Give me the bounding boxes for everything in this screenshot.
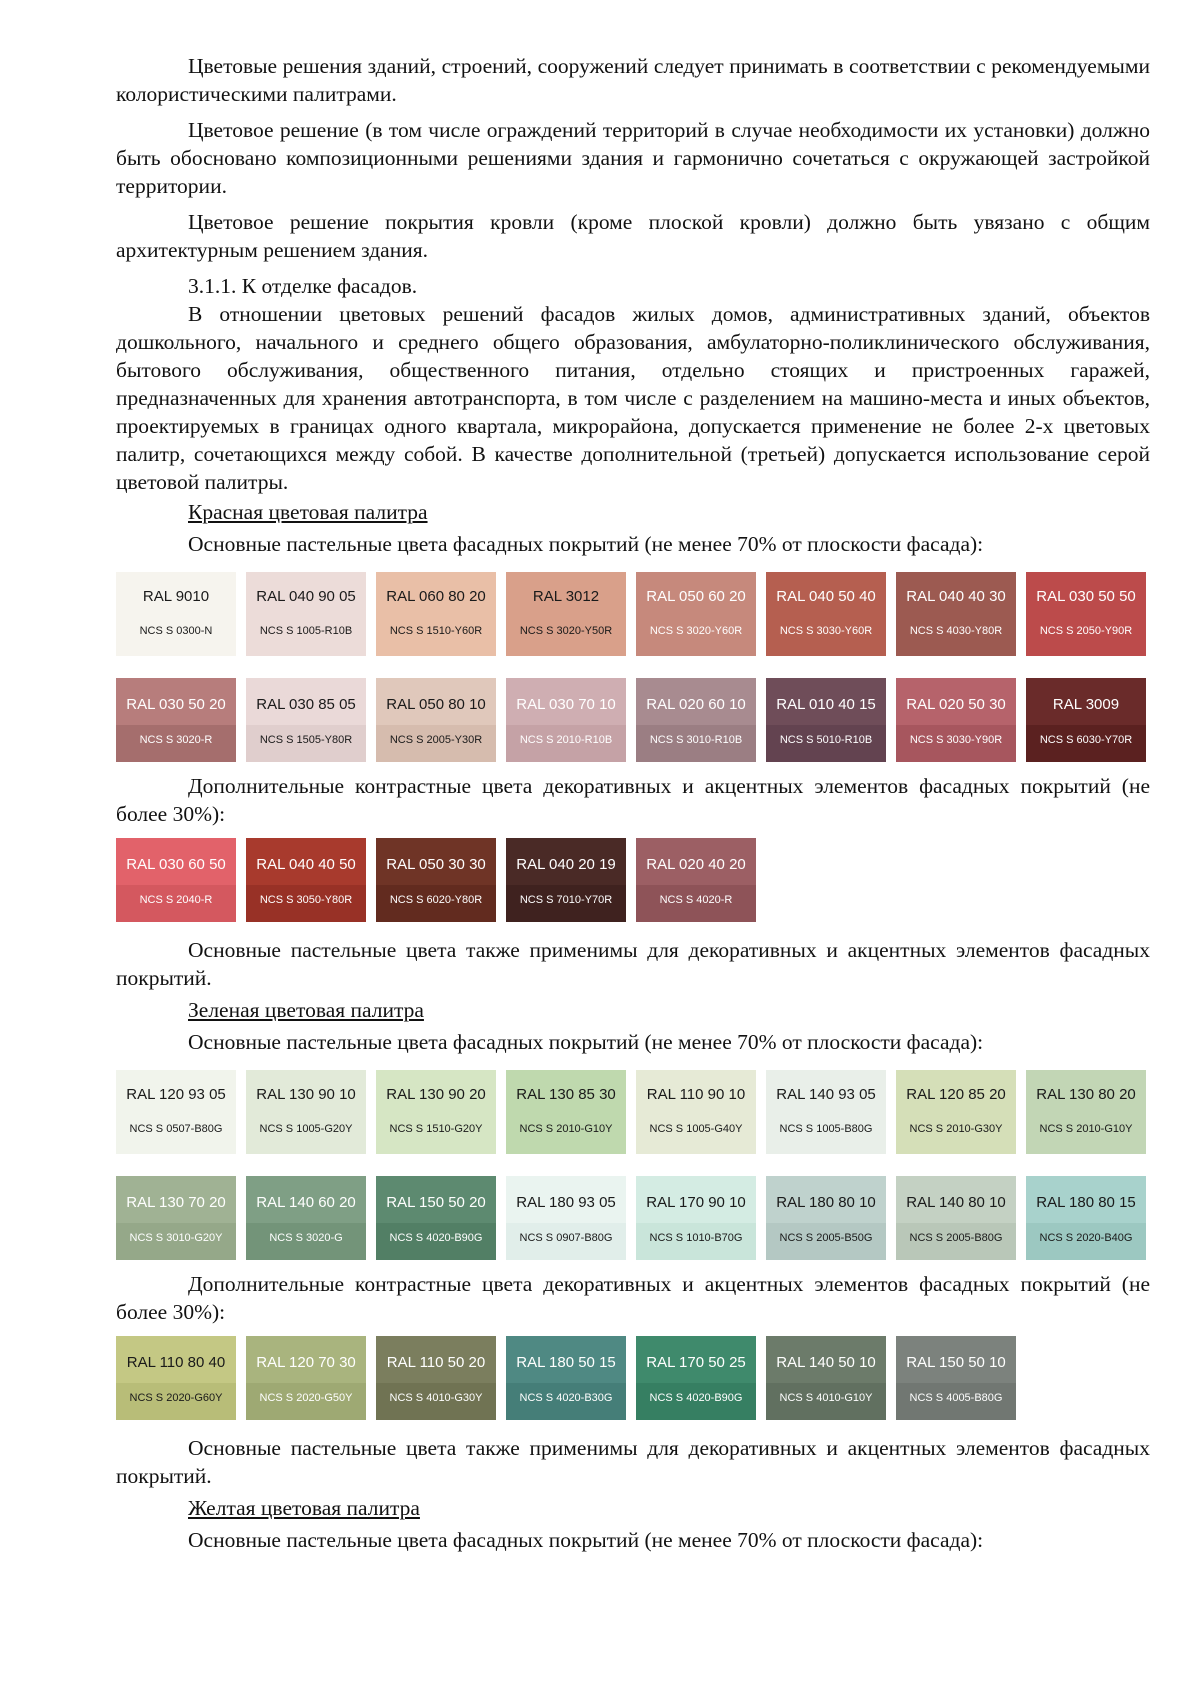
ncs-code: NCS S 4030-Y80R (909, 625, 1003, 637)
ral-code: RAL 030 50 50 (1036, 588, 1136, 605)
ncs-code: NCS S 2020-B40G (1039, 1232, 1133, 1244)
ral-code: RAL 040 90 05 (256, 588, 356, 605)
ncs-code: NCS S 2010-G10Y (1039, 1123, 1133, 1135)
color-swatch (1026, 572, 1146, 656)
color-swatch (116, 678, 236, 762)
color-swatch (1026, 678, 1146, 762)
color-swatch (246, 572, 366, 656)
ral-code: RAL 130 90 10 (256, 1086, 356, 1103)
ncs-code: NCS S 4020-B90G (389, 1232, 483, 1244)
ncs-code: NCS S 1005-R10B (259, 625, 353, 637)
ral-code: RAL 3012 (532, 588, 600, 605)
ral-code: RAL 040 20 19 (516, 856, 616, 873)
color-swatch (246, 1176, 366, 1260)
color-swatch (766, 1070, 886, 1154)
ncs-code: NCS S 3010-R10B (649, 734, 743, 746)
color-swatch (116, 572, 236, 656)
ncs-code: NCS S 1505-Y80R (259, 734, 353, 746)
green-note: Основные пастельные цвета также применимы для декоративных и акцентных элементов фасадных покрытий. (116, 1436, 1150, 1488)
ncs-code: NCS S 2005-B50G (779, 1232, 873, 1244)
ncs-code: NCS S 2050-Y90R (1039, 625, 1133, 637)
color-swatch (506, 572, 626, 656)
section-heading-facades: 3.1.1. К отделке фасадов. (188, 274, 418, 298)
ral-code: RAL 180 93 05 (516, 1194, 616, 1211)
ncs-code: NCS S 0507-B80G (129, 1123, 223, 1135)
ncs-code: NCS S 4010-G30Y (389, 1392, 483, 1404)
color-swatch (376, 1176, 496, 1260)
ral-code: RAL 020 60 10 (646, 696, 746, 713)
color-swatch (766, 1336, 886, 1420)
ncs-code: NCS S 4010-G10Y (779, 1392, 873, 1404)
ncs-code: NCS S 6020-Y80R (389, 894, 483, 906)
ncs-code: NCS S 4020-B30G (519, 1392, 613, 1404)
ral-code: RAL 050 80 10 (386, 696, 486, 713)
color-swatch (636, 678, 756, 762)
red-palette-title: Красная цветовая палитра (188, 500, 428, 524)
ral-code: RAL 140 60 20 (256, 1194, 356, 1211)
ral-code: RAL 180 80 15 (1036, 1194, 1136, 1211)
color-swatch (246, 1336, 366, 1420)
color-swatch (376, 678, 496, 762)
ncs-code: NCS S 3020-R (139, 734, 213, 746)
ral-code: RAL 120 93 05 (126, 1086, 226, 1103)
ral-code: RAL 110 90 10 (646, 1086, 746, 1103)
color-swatch (506, 1336, 626, 1420)
color-swatch (246, 678, 366, 762)
ral-code: RAL 180 80 10 (776, 1194, 876, 1211)
color-swatch (1026, 1070, 1146, 1154)
green-accent-row (116, 1336, 1150, 1420)
ncs-code: NCS S 2010-R10B (519, 734, 613, 746)
ncs-code: NCS S 2005-B80G (909, 1232, 1003, 1244)
ral-code: RAL 020 50 30 (906, 696, 1006, 713)
color-swatch (376, 1336, 496, 1420)
paragraph-facade-rules: В отношении цветовых решений фасадов жилых домов, административных зданий, объектов дошкольного, начального и среднего общего образования, амбулаторно-поликлинического обслуживания, бытового обслуживания, общественного питания, отдельно стоящих и пристроенных гаражей, предназначенных для хранения автотранспорта, в том числе с разделением на машино-места и иных объектов, проектируемых в границах одного квартала, микрорайона, допускается применение не более 2-х цветовых палитр, сочетающихся между собой. В качестве дополнительной (третьей) допускается использование серой цветовой палитры. (116, 302, 1150, 494)
ral-code: RAL 030 85 05 (256, 696, 356, 713)
color-swatch (636, 1176, 756, 1260)
color-swatch (376, 572, 496, 656)
red-accent-caption: Дополнительные контрастные цвета декоративных и акцентных элементов фасадных покрытий (не более 30%): (116, 774, 1150, 826)
ral-code: RAL 140 80 10 (906, 1194, 1006, 1211)
ncs-code: NCS S 1005-B80G (779, 1123, 873, 1135)
ral-code: RAL 120 70 30 (256, 1354, 356, 1371)
green-main-row-1 (116, 1070, 1150, 1154)
color-swatch (246, 1070, 366, 1154)
ncs-code: NCS S 3010-G20Y (129, 1232, 223, 1244)
ncs-code: NCS S 2020-G50Y (259, 1392, 353, 1404)
paragraph-roof: Цветовое решение покрытия кровли (кроме плоской кровли) должно быть увязано с общим архитектурным решением здания. (116, 210, 1150, 262)
ral-code: RAL 050 30 30 (386, 856, 486, 873)
ral-code: RAL 130 70 20 (126, 1194, 226, 1211)
ncs-code: NCS S 5010-R10B (779, 734, 873, 746)
ncs-code: NCS S 0300-N (139, 625, 213, 637)
ncs-code: NCS S 2040-R (139, 894, 213, 906)
ncs-code: NCS S 3030-Y60R (779, 625, 873, 637)
color-swatch (116, 1070, 236, 1154)
ral-code: RAL 110 80 40 (126, 1354, 226, 1371)
ral-code: RAL 130 80 20 (1036, 1086, 1136, 1103)
ncs-code: NCS S 0907-B80G (519, 1232, 613, 1244)
ral-code: RAL 150 50 20 (386, 1194, 486, 1211)
ncs-code: NCS S 1510-Y60R (389, 625, 483, 637)
green-palette-title: Зеленая цветовая палитра (188, 998, 424, 1022)
ncs-code: NCS S 7010-Y70R (519, 894, 613, 906)
color-swatch (246, 838, 366, 922)
ral-code: RAL 180 50 15 (516, 1354, 616, 1371)
ncs-code: NCS S 4005-B80G (909, 1392, 1003, 1404)
green-main-caption: Основные пастельные цвета фасадных покрытий (не менее 70% от плоскости фасада): (188, 1030, 984, 1054)
ral-code: RAL 060 80 20 (386, 588, 486, 605)
ral-code: RAL 170 90 10 (646, 1194, 746, 1211)
red-note: Основные пастельные цвета также применимы для декоративных и акцентных элементов фасадных покрытий. (116, 938, 1150, 990)
ncs-code: NCS S 1510-G20Y (389, 1123, 483, 1135)
ral-code: RAL 050 60 20 (646, 588, 746, 605)
ral-code: RAL 130 85 30 (516, 1086, 616, 1103)
red-main-row-2 (116, 678, 1150, 762)
ncs-code: NCS S 3020-Y50R (519, 625, 613, 637)
ncs-code: NCS S 3020-Y60R (649, 625, 743, 637)
color-swatch (636, 1336, 756, 1420)
ral-code: RAL 130 90 20 (386, 1086, 486, 1103)
paragraph-color-solution: Цветовое решение (в том числе ограждений территорий в случае необходимости их установки) должно быть обосновано композиционными решениями здания и гармонично сочетаться с окружающей застройкой территории. (116, 118, 1150, 198)
color-swatch (506, 1176, 626, 1260)
color-swatch (766, 572, 886, 656)
color-swatch (506, 678, 626, 762)
ncs-code: NCS S 2010-G10Y (519, 1123, 613, 1135)
color-swatch (636, 838, 756, 922)
yellow-main-caption: Основные пастельные цвета фасадных покрытий (не менее 70% от плоскости фасада): (188, 1528, 984, 1552)
document-page (116, 52, 1150, 1554)
color-swatch (116, 1336, 236, 1420)
color-swatch (896, 1336, 1016, 1420)
color-swatch (896, 572, 1016, 656)
red-main-caption: Основные пастельные цвета фасадных покрытий (не менее 70% от плоскости фасада): (188, 532, 984, 556)
ncs-code: NCS S 2010-G30Y (909, 1123, 1003, 1135)
ral-code: RAL 030 50 20 (126, 696, 226, 713)
color-swatch (636, 572, 756, 656)
ral-code: RAL 030 60 50 (126, 856, 226, 873)
color-swatch (116, 838, 236, 922)
color-swatch (506, 1070, 626, 1154)
color-swatch (376, 1070, 496, 1154)
ral-code: RAL 140 93 05 (776, 1086, 876, 1103)
ncs-code: NCS S 1010-B70G (649, 1232, 743, 1244)
ral-code: RAL 140 50 10 (776, 1354, 876, 1371)
paragraph-palettes: Цветовые решения зданий, строений, сооружений следует принимать в соответствии с рекомендуемыми колористическими палитрами. (116, 54, 1150, 106)
ral-code: RAL 010 40 15 (776, 696, 876, 713)
ral-code: RAL 170 50 25 (646, 1354, 746, 1371)
ncs-code: NCS S 6030-Y70R (1039, 734, 1133, 746)
ral-code: RAL 3009 (1052, 696, 1120, 713)
ncs-code: NCS S 4020-B90G (649, 1392, 743, 1404)
ncs-code: NCS S 1005-G20Y (259, 1123, 353, 1135)
ncs-code: NCS S 2020-G60Y (129, 1392, 223, 1404)
color-swatch (506, 838, 626, 922)
color-swatch (766, 678, 886, 762)
ncs-code: NCS S 4020-R (659, 894, 733, 906)
ncs-code: NCS S 3050-Y80R (259, 894, 353, 906)
green-accent-caption: Дополнительные контрастные цвета декоративных и акцентных элементов фасадных покрытий (не более 30%): (116, 1272, 1150, 1324)
ral-code: RAL 120 85 20 (906, 1086, 1006, 1103)
red-main-row-1 (116, 572, 1150, 656)
color-swatch (376, 838, 496, 922)
ncs-code: NCS S 2005-Y30R (389, 734, 483, 746)
green-main-row-2 (116, 1176, 1150, 1260)
ral-code: RAL 020 40 20 (646, 856, 746, 873)
ral-code: RAL 150 50 10 (906, 1354, 1006, 1371)
ncs-code: NCS S 1005-G40Y (649, 1123, 743, 1135)
ral-code: RAL 040 40 30 (906, 588, 1006, 605)
color-swatch (896, 678, 1016, 762)
color-swatch (896, 1176, 1016, 1260)
ral-code: RAL 9010 (142, 588, 210, 605)
ral-code: RAL 030 70 10 (516, 696, 616, 713)
color-swatch (116, 1176, 236, 1260)
ncs-code: NCS S 3020-G (269, 1232, 343, 1244)
color-swatch (636, 1070, 756, 1154)
red-accent-row (116, 838, 1150, 922)
ral-code: RAL 040 50 40 (776, 588, 876, 605)
color-swatch (896, 1070, 1016, 1154)
color-swatch (1026, 1176, 1146, 1260)
color-swatch (766, 1176, 886, 1260)
yellow-palette-title: Желтая цветовая палитра (188, 1496, 420, 1520)
ral-code: RAL 040 40 50 (256, 856, 356, 873)
ral-code: RAL 110 50 20 (386, 1354, 486, 1371)
ncs-code: NCS S 3030-Y90R (909, 734, 1003, 746)
